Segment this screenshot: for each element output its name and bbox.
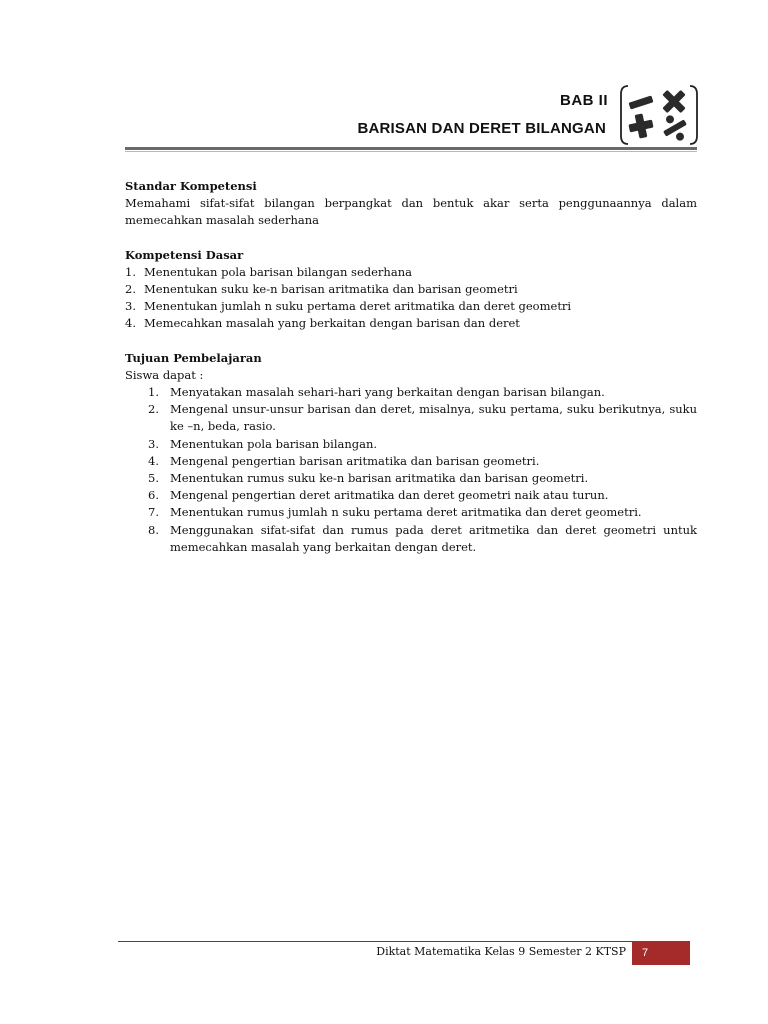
kompetensi-dasar-heading: Kompetensi Dasar	[125, 247, 244, 262]
list-item	[148, 453, 697, 470]
footer-divider	[118, 941, 633, 942]
list-item-text: Menentukan jumlah n suku pertama deret aritmatika dan deret geometri	[144, 299, 572, 314]
list-item-text: Menyatakan masalah sehari-hari yang berkaitan dengan barisan bilangan.	[170, 385, 605, 400]
list-item-text: Menentukan suku ke-n barisan aritmatika dan barisan geometri	[144, 282, 518, 297]
plus-icon	[627, 112, 655, 140]
list-item	[148, 401, 697, 435]
list-item	[148, 504, 697, 521]
list-item-text: Mengenal unsur-unsur barisan dan deret, misalnya, suku pertama, suku berikutnya, suku ke –n, beda, rasio.	[170, 402, 697, 434]
footer-text: Diktat Matematika Kelas 9 Semester 2 KTSP	[376, 945, 626, 958]
list-item-number: 4.	[148, 453, 159, 468]
list-item-text: Mengenal pengertian deret aritmatika dan deret geometri naik atau turun.	[170, 488, 609, 503]
tujuan-pembelajaran-section	[125, 350, 697, 556]
page-number: 7	[632, 941, 690, 965]
list-item-number: 7.	[148, 505, 159, 520]
list-item-text: Menentukan pola barisan bilangan.	[170, 436, 378, 451]
divide-icon	[658, 110, 693, 146]
list-item-number: 5.	[148, 471, 159, 486]
minus-icon	[629, 95, 654, 109]
list-item	[148, 487, 697, 504]
list-item	[125, 315, 697, 332]
standar-kompetensi-body: Memahami sifat-sifat bilangan berpangkat dan bentuk akar serta penggunaannya dalam memecahkan masalah sederhana	[125, 196, 697, 228]
list-item	[125, 264, 697, 281]
list-item-text: Mengenal pengertian barisan aritmatika dan barisan geometri.	[170, 453, 540, 468]
tujuan-pembelajaran-list	[125, 384, 697, 556]
math-operators-icon	[620, 84, 698, 146]
list-item-number: 3.	[148, 436, 159, 451]
list-item-number: 4.	[125, 316, 136, 331]
list-item	[125, 281, 697, 298]
list-item-text: Menentukan rumus jumlah n suku pertama deret aritmatika dan deret geometri.	[170, 505, 642, 520]
list-item-number: 1.	[125, 264, 136, 279]
standar-kompetensi-section	[125, 178, 697, 230]
list-item-number: 6.	[148, 488, 159, 503]
tujuan-pembelajaran-intro: Siswa dapat :	[125, 367, 204, 382]
list-item-number: 3.	[125, 299, 136, 314]
list-item-text: Menentukan pola barisan bilangan sederhana	[144, 264, 412, 279]
list-item-number: 2.	[148, 402, 159, 417]
page-content	[125, 178, 697, 573]
list-item-text: Menggunakan sifat-sifat dan rumus pada deret aritmetika dan deret geometri untuk memecahkan masalah yang berkaitan dengan deret.	[170, 522, 697, 554]
list-item-number: 1.	[148, 385, 159, 400]
kompetensi-dasar-section	[125, 247, 697, 333]
list-item	[148, 436, 697, 453]
list-item-number: 8.	[148, 522, 159, 537]
header-divider-shadow	[125, 151, 697, 152]
list-item	[148, 522, 697, 556]
list-item	[148, 470, 697, 487]
list-item-text: Memecahkan masalah yang berkaitan dengan barisan dan deret	[144, 316, 520, 331]
tujuan-pembelajaran-heading: Tujuan Pembelajaran	[125, 350, 262, 365]
list-item-number: 2.	[125, 282, 136, 297]
list-item	[148, 384, 697, 401]
chapter-title: BARISAN DAN DERET BILANGAN	[357, 120, 606, 137]
standar-kompetensi-heading: Standar Kompetensi	[125, 179, 257, 193]
list-item	[125, 298, 697, 315]
chapter-label: BAB II	[560, 92, 608, 109]
kompetensi-dasar-list	[125, 264, 697, 333]
header-divider	[125, 147, 697, 150]
multiply-icon	[662, 90, 685, 113]
list-item-text: Menentukan rumus suku ke-n barisan aritmatika dan barisan geometri.	[170, 471, 589, 486]
